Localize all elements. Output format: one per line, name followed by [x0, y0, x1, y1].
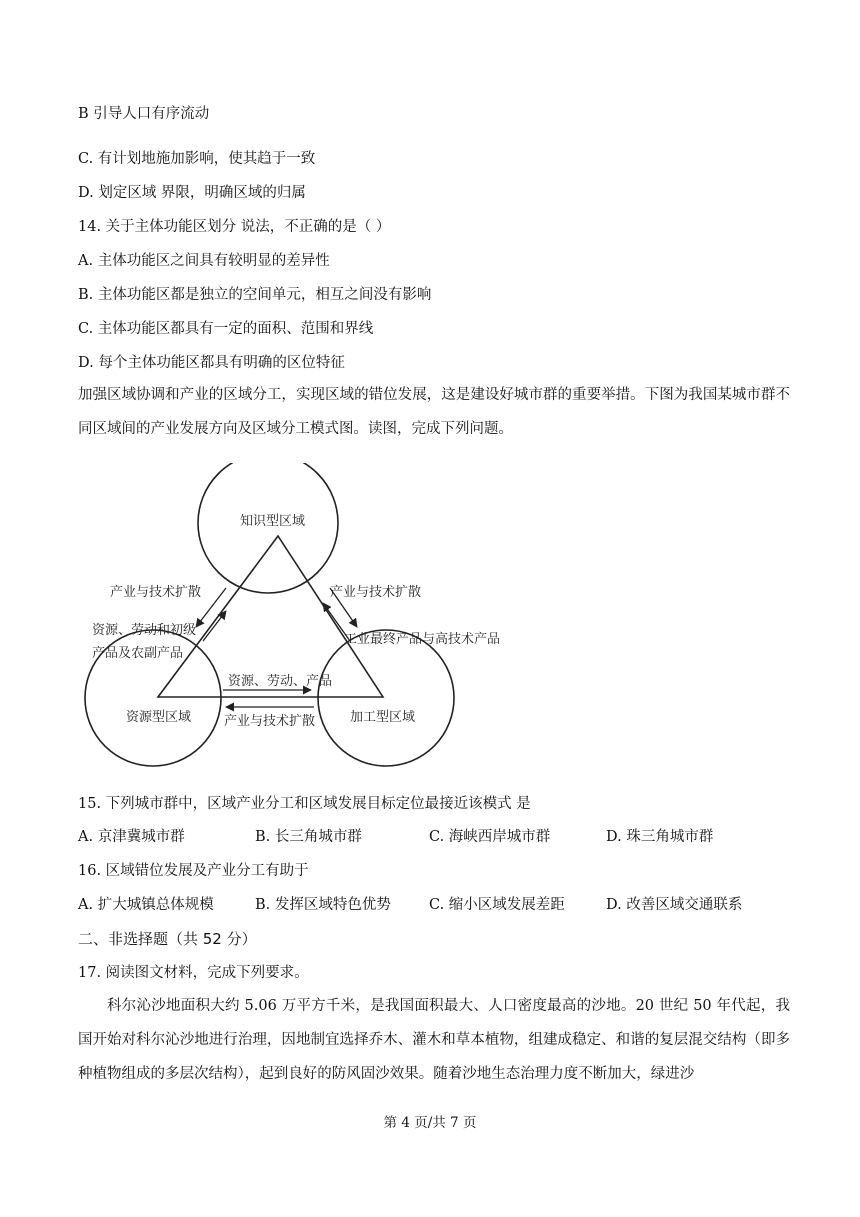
- q14-stem: 14. 关于主体功能区划分 说法，不正确的是（ ）: [78, 219, 391, 235]
- label-bottom-right: 资源、劳动、产品: [228, 674, 333, 689]
- q17-material: 科尔沁沙地面积大约 5.06 万平方千米，是我国面积最大、人口密度最高的沙地。20 世纪 50 年代起，我国开始对科尔沁沙地进行治理，因地制宜选择乔木、灌木和草本植物，组建成稳定、和谐的复层混交结构（即多种植物组成的多层次结构），起到良好的防风固沙效果。随着沙地生态治理力度不断加大，绿进沙: [78, 998, 790, 1082]
- q14-option-a: A. 主体功能区之间具有较明显的差异性: [78, 253, 330, 269]
- label-left-up-2: 产品及农副产品: [92, 646, 184, 661]
- page-footer: 第 4 页/共 7 页: [383, 1115, 477, 1131]
- q15-option-c: C. 海峡西岸城市群: [429, 829, 551, 845]
- regional-division-diagram: [78, 463, 518, 773]
- knowledge-region-label: 知识型区域: [240, 514, 306, 529]
- q16-option-d: D. 改善区域交通联系: [606, 897, 743, 913]
- q14-option-c: C. 主体功能区都具有一定的面积、范围和界线: [78, 321, 374, 337]
- intro-paragraph: 加强区域协调和产业的区域分工，实现区域的错位发展，这是建设好城市群的重要举措。下图为我国某城市群不同区域间的产业发展方向及区域分工模式图。读图，完成下列问题。: [78, 387, 790, 437]
- q16-option-b: B. 发挥区域特色优势: [255, 897, 391, 913]
- q15-option-d: D. 珠三角城市群: [606, 829, 714, 845]
- q13-option-d: D. 划定区域 界限，明确区域的归属: [78, 185, 306, 201]
- q15-option-a: A. 京津冀城市群: [78, 829, 185, 845]
- q16-options: [78, 895, 790, 915]
- q13-option-c: C. 有计划地施加影响，使其趋于一致: [78, 151, 316, 167]
- q14-option-b: B. 主体功能区都是独立的空间单元，相互之间没有影响: [78, 287, 432, 303]
- section-heading: 二、非选择题（共 52 分）: [78, 930, 257, 948]
- resource-region-label: 资源型区域: [126, 710, 192, 725]
- q17-stem: 17. 阅读图文材料，完成下列要求。: [78, 965, 309, 981]
- q15-option-b: B. 长三角城市群: [255, 829, 362, 845]
- arrow-resource-to-knowledge: [203, 611, 226, 641]
- processing-region-label: 加工型区域: [350, 710, 416, 725]
- q16-option-c: C. 缩小区域发展差距: [429, 897, 565, 913]
- label-bottom-left: 产业与技术扩散: [224, 714, 316, 729]
- label-left-down: 产业与技术扩散: [110, 585, 202, 600]
- label-right-up: 工业最终产品与高技术产品: [344, 632, 501, 647]
- q16-option-a: A. 扩大城镇总体规模: [78, 897, 214, 913]
- q14-option-d: D. 每个主体功能区都具有明确的区位特征: [78, 355, 345, 371]
- q15-stem: 15. 下列城市群中，区域产业分工和区域发展目标定位最接近该模式 是: [78, 796, 531, 812]
- processing-region-circle: [318, 630, 454, 766]
- q13-option-b: B 引导人口有序流动: [78, 106, 210, 122]
- label-left-up-1: 资源、劳动和初级: [92, 623, 197, 638]
- q15-options: [78, 827, 790, 847]
- label-right-down: 产业与技术扩散: [330, 585, 422, 600]
- q16-stem: 16. 区域错位发展及产业分工有助于: [78, 863, 309, 879]
